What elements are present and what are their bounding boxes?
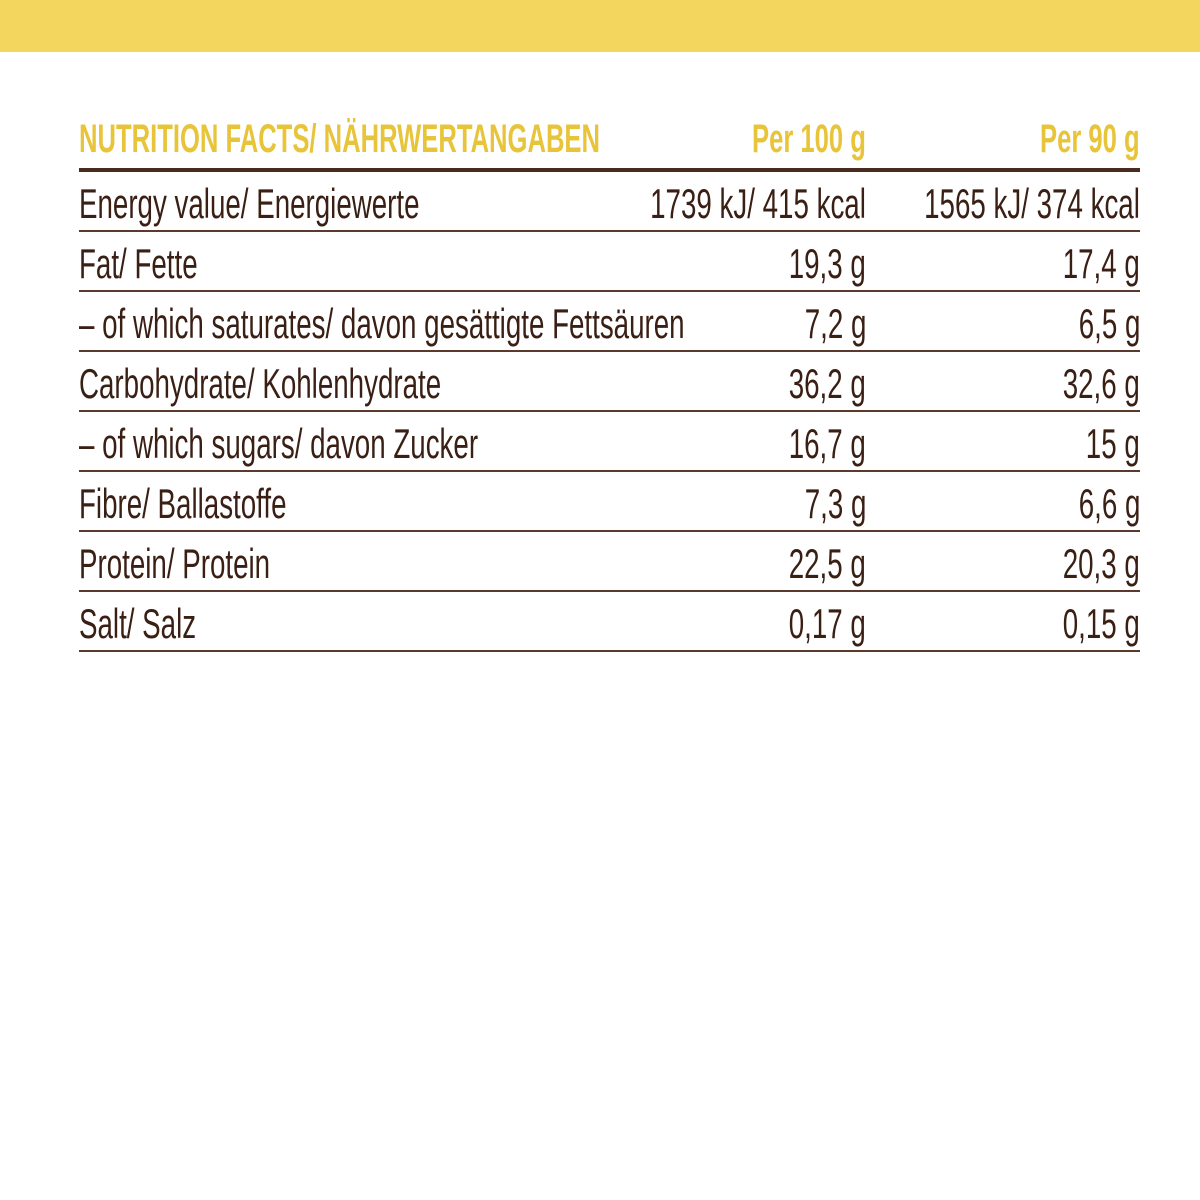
- top-color-band: [0, 0, 1200, 52]
- row-label: Salt/ Salz: [79, 600, 197, 647]
- table-row-salt: [79, 592, 1140, 652]
- row-value-per-90g: 6,5 g: [1078, 300, 1140, 347]
- row-value-per-90g: 15 g: [1086, 420, 1140, 467]
- table-row-sugars: [79, 412, 1140, 472]
- row-value-per-100g: 16,7 g: [788, 420, 866, 467]
- row-value-per-100g: 0,17 g: [788, 600, 866, 647]
- table-row-protein: [79, 532, 1140, 592]
- table-row-carbohydrate: [79, 352, 1140, 412]
- row-value-per-100g: 7,3 g: [804, 480, 866, 527]
- row-value-per-100g: 7,2 g: [804, 300, 866, 347]
- row-value-per-90g: 1565 kJ/ 374 kcal: [924, 180, 1140, 227]
- row-value-per-90g: 20,3 g: [1062, 540, 1140, 587]
- row-label: – of which saturates/ davon gesättigte Fettsäuren: [79, 300, 685, 347]
- row-label: – of which sugars/ davon Zucker: [79, 420, 479, 467]
- table-header-row: [79, 112, 1140, 172]
- row-label: Fibre/ Ballastoffe: [79, 480, 287, 527]
- row-value-per-90g: 32,6 g: [1062, 360, 1140, 407]
- row-label: Fat/ Fette: [79, 240, 198, 287]
- row-value-per-100g: 1739 kJ/ 415 kcal: [650, 180, 866, 227]
- row-label: Energy value/ Energiewerte: [79, 180, 420, 227]
- nutrition-table: [79, 112, 1140, 652]
- column-header-per-100g: Per 100 g: [752, 117, 866, 161]
- row-label: Carbohydrate/ Kohlenhydrate: [79, 360, 442, 407]
- row-value-per-90g: 17,4 g: [1062, 240, 1140, 287]
- table-row-energy: [79, 172, 1140, 232]
- row-value-per-100g: 36,2 g: [788, 360, 866, 407]
- row-value-per-100g: 19,3 g: [788, 240, 866, 287]
- row-value-per-90g: 0,15 g: [1062, 600, 1140, 647]
- row-value-per-100g: 22,5 g: [788, 540, 866, 587]
- table-row-saturates: [79, 292, 1140, 352]
- table-row-fat: [79, 232, 1140, 292]
- table-row-fibre: [79, 472, 1140, 532]
- row-value-per-90g: 6,6 g: [1078, 480, 1140, 527]
- column-header-per-90g: Per 90 g: [1040, 117, 1140, 161]
- table-title: NUTRITION FACTS/ NÄHRWERTANGABEN: [79, 117, 600, 161]
- row-label: Protein/ Protein: [79, 540, 271, 587]
